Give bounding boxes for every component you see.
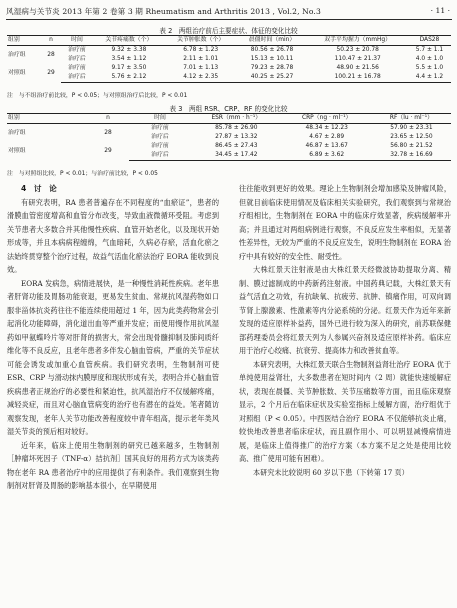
table3 — [7, 113, 451, 161]
section-heading: 4 讨 论 — [21, 184, 57, 193]
table2-header: 关节肿胀数（个） — [165, 36, 237, 46]
table3-header: 组别 — [7, 114, 87, 124]
table-cell: 50.23 ± 20.78 — [336, 47, 379, 53]
running-header — [6, 3, 452, 20]
table3-header: n — [87, 114, 129, 124]
group-cell: 治疗组 — [8, 129, 26, 136]
table-cell: 6.78 ± 1.23 — [183, 47, 219, 53]
table-cell: 5.5 ± 1.0 — [415, 65, 444, 71]
table2 — [7, 35, 451, 83]
group-cell: 对照组 — [8, 69, 26, 76]
table3-header: RF（lu · ml⁻¹） — [372, 114, 451, 124]
table-cell: 57.90 ± 23.31 — [390, 125, 433, 131]
table-cell: 9.17 ± 3.50 — [111, 65, 147, 71]
table-cell: 4.4 ± 1.2 — [408, 73, 451, 83]
table-cell: 7.01 ± 1.13 — [183, 65, 219, 71]
table-cell: 6.89 ± 3.62 — [282, 151, 372, 161]
table2-header: 晨僵时间（min） — [237, 36, 308, 46]
table-cell: 5.76 ± 2.12 — [93, 73, 165, 83]
table-cell: 32.78 ± 16.69 — [372, 151, 451, 161]
time-cell: 治疗前 — [151, 125, 169, 131]
right-column — [239, 182, 451, 479]
table3-header: CRP（ng · ml⁻¹） — [282, 114, 372, 124]
table-cell: 80.56 ± 26.78 — [250, 47, 294, 53]
time-cell: 治疗后 — [68, 56, 86, 62]
table-cell: 4.0 ± 1.0 — [415, 56, 444, 62]
table-row — [7, 73, 451, 83]
table-cell: 40.25 ± 25.27 — [237, 73, 308, 83]
table-cell: 79.23 ± 28.78 — [250, 65, 294, 71]
table2-header: 时间 — [61, 36, 93, 46]
time-cell: 治疗后 — [129, 151, 191, 161]
table-cell: 27.87 ± 13.32 — [215, 134, 258, 140]
table2-header: n — [41, 36, 61, 46]
paragraph: 近年来，临床上使用生物制剂的研究已越来越多，生物制剂［肿瘤坏死因子（TNF-α）拮抗剂］国其良好的用药方式为该类药物在老年 RA 患者治疗中的应用提供了有利条件。我们观察到生物制剂对肝肾及胃肠的影响基本很小，在早期使用 — [7, 440, 219, 490]
paragraph: 有研究表明，RA 患者普遍存在不同程度的“血瘀证”，患者的滑膜血管密度增高和血管分布改变，导致血液微循环受阻。考虑到关节患者大多数合并其他慢性疾病、血管开始老化，以及现状开始形成等，并且本病病程缠绵，气血暗耗，久病必存瘀，活血化瘀之法始终贯穿整个治疗过程，故益气活血化瘀法治疗 EORA 能收到良效。 — [7, 197, 219, 274]
table-cell: 34.45 ± 17.42 — [191, 151, 282, 161]
table-cell: 85.78 ± 26.90 — [215, 125, 258, 131]
time-cell: 治疗后 — [151, 134, 169, 140]
group-cell: 治疗组 — [8, 51, 26, 58]
table2-header: DAS28 — [408, 36, 451, 46]
paragraph: 往往能收到更好的效果。理论上生物制剂会增加感染及肿瘤风险，但就目前临床使用情况及临床相关实验研究，我们观察到与常规治疗组相比，生物制剂在 EORA 中的临床疗效显著，疾病缓解率升高；并且通过对两组病例进行观察，不良反应发生率相似，无显著性差异性，无较为严重的不良反应发生，说明生物制剂在 EORA 治疗中具有较好的安全性、耐受性。 — [239, 184, 451, 261]
n-cell: 29 — [47, 69, 55, 76]
n-cell: 29 — [104, 147, 112, 154]
table-row — [7, 55, 451, 64]
table-cell: 46.87 ± 13.67 — [305, 143, 348, 149]
table-row — [7, 124, 451, 134]
table2-header: 双手平均握力（mmHg） — [307, 36, 408, 46]
n-cell: 28 — [47, 51, 55, 58]
table2-header: 组别 — [7, 36, 41, 46]
table-row — [7, 64, 451, 73]
paragraph: EORA 发病急，病情进展快，是一种慢性消耗性疾病。老年患者肝肾功能及胃肠功能衰退，更易发生贫血、常规抗风湿药物如口服非甾体抗炎药往往不能连续使用超过 1 年，因为此类药物常会引起消化功能障碍，消化道出血等严重并发症；而使用慢作用抗风湿药如甲氨蝶呤片等对肝肾的损害大，常会出现骨髓抑制及肺间质纤维化等不良反应，且老年患者多伴发心脑血管病，严重的关节症状可能会诱发或加重心血管疾病。我们研究表明，生物制剂可使 ESR、CRP 与滑动抹内膜厚度和现状形成有关，表明合并心脑血管疾病患者正规治疗的必要性和紧迫性，抗风湿治疗不仅缓解疼痛，减轻炎症，而且对心脑血管病变的治疗也有潜在的益处。笔者随访观察发现，老年人关节功能改善程度较中青年组高，提示老年类风湿关节炎的预后相对较好。 — [7, 278, 219, 436]
table-cell: 3.54 ± 1.12 — [111, 56, 147, 62]
table-cell: 48.34 ± 12.23 — [305, 125, 348, 131]
time-cell: 治疗前 — [68, 65, 86, 71]
journal-line: 风湿病与关节炎 2013 年第 2 卷第 3 期 Rheumatism and Arthritis 2013 , Vol.2, No.3 — [6, 7, 321, 16]
table-cell: 15.13 ± 10.11 — [250, 56, 294, 62]
table-cell: 4.12 ± 2.35 — [165, 73, 237, 83]
table-cell: 9.32 ± 3.38 — [111, 47, 147, 53]
table-cell: 48.90 ± 21.56 — [336, 65, 379, 71]
paragraph: 大株红景天注射液是由大株红景天经微波协助提取分离、精制、膜过滤制成的中药新药注射液。中国药典记载，大株红景天有益气活血之功效，有抗缺氧、抗疲劳、抗肿、镇痛作用，可双向调节肾上腺激素、性激素等内分泌系统的分泌。红景天作为近年来新发现的适应原样补益药，国外已进行较为深入的研究，前苏联保健部药理委员会将红景天列为人参属兴奋剂及适应原样补药。临床应用于治疗心绞痛、抗衰劳、提高体力和改善贫血等。 — [239, 265, 451, 355]
table-row — [7, 142, 451, 151]
time-cell: 治疗前 — [151, 143, 169, 149]
table-cell: 2.11 ± 1.01 — [183, 56, 219, 62]
page-number: · 11 · — [430, 6, 450, 15]
n-cell: 28 — [104, 129, 112, 136]
table3-header: ESR（mm · h⁻¹） — [191, 114, 282, 124]
table3-caption: 表 3 两组 RSR、CRP、RF 的变化比较 — [169, 105, 288, 113]
table-cell: 5.7 ± 1.1 — [415, 47, 444, 53]
table-row — [7, 46, 451, 56]
table2-header: 关节疼痛数（个） — [93, 36, 165, 46]
table3-header: 时间 — [129, 114, 191, 124]
table-cell: 86.45 ± 27.43 — [215, 143, 258, 149]
time-cell: 治疗后 — [61, 73, 93, 83]
paragraph: 本研究未比较说明 60 岁以下患（下转第 17 页） — [253, 467, 409, 477]
left-column — [7, 182, 219, 493]
time-cell: 治疗前 — [68, 47, 86, 53]
table3-note: 注 与对照组比较，P < 0.01；与治疗前比较，P < 0.05 — [7, 171, 158, 177]
table-cell: 100.21 ± 16.78 — [307, 73, 408, 83]
group-cell: 对照组 — [8, 147, 26, 154]
table-cell: 23.65 ± 12.50 — [390, 134, 433, 140]
table2-note: 注 与不组治疗前比较，P < 0.05；与对照组治疗后比较，P < 0.01 — [7, 93, 188, 99]
table-cell: 110.47 ± 21.37 — [334, 56, 381, 62]
table-cell: 4.67 ± 2.89 — [309, 134, 345, 140]
table-cell: 56.80 ± 21.52 — [390, 143, 433, 149]
paragraph: 本研究表明，大株红景天联合生物制剂益肾壮治疗 EORA 优于单纯使用益肾壮，大多数患者在短时间内（2 周）就能快速缓解症状，表现在晨僵、关节肿胀数、关节压痛数等方面，而且临床观察显示，2 个月后在临床症状及实验室指标上缓解方面，治疗组优于对照组（P < 0.05）。中西医结合治疗 EORA 不仅能够抗炎止痛，较快地改善患者临床症状，而且副作用小、可以明显减慢病情进展，是临床上值得推广的治疗方案（本方案不足之处是使用比较高、推广使用可能有困难）。 — [239, 359, 451, 463]
table2-caption: 表 2 两组治疗前后主要症状、体征的变化比较 — [159, 27, 298, 35]
